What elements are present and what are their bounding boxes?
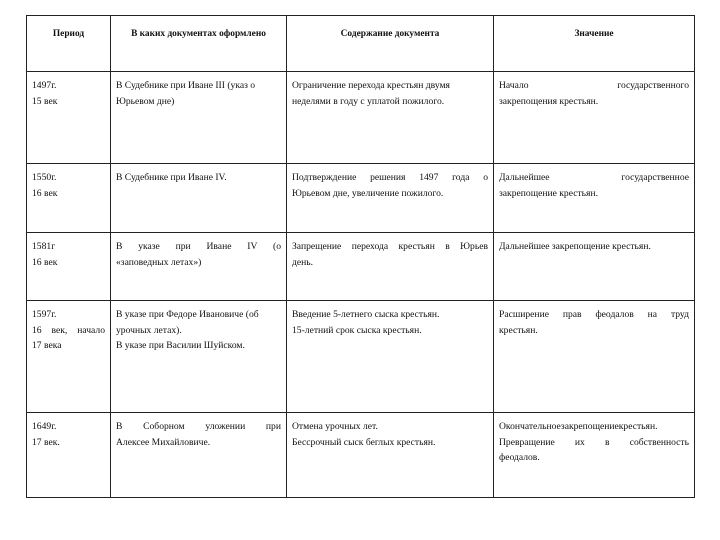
cell-line: Ограничение перехода крестьян двумя [292,80,450,91]
header-meaning: Значение [494,16,695,72]
cell-line: 17 века [32,340,62,351]
document-cell [111,233,287,301]
cell-line: В Судебнике при Иване IV. [116,172,227,183]
table-row [27,164,695,233]
period-cell [27,72,111,164]
cell-line: Подтверждение решения 1497 года о [292,172,488,183]
table-row [27,72,695,164]
content-cell [287,301,494,413]
document-cell [111,301,287,413]
serfdom-table [26,15,695,498]
document-cell [111,413,287,498]
cell-line: В указе при Федоре Ивановиче (об [116,309,259,320]
cell-line: 1550г. [32,172,57,183]
cell-line: Запрещение перехода крестьян в Юрьев [292,241,488,252]
cell-line: Дальнейшее государственное [499,172,689,183]
cell-line: 1649г. [32,421,57,432]
cell-line: Расширение прав феодалов на труд [499,309,689,320]
cell-line: Юрьевом дне) [116,95,175,107]
content-cell [287,72,494,164]
cell-line: Введение 5-летнего сыска крестьян. [292,309,440,320]
period-cell [27,413,111,498]
cell-line: В указе при Василии Шуйском. [116,340,245,351]
cell-line: закрепощение крестьян. [499,187,598,199]
cell-line: Юрьевом дне, увеличение пожилого. [292,187,444,199]
cell-line: Отмена урочных лет. [292,421,378,432]
cell-line: В Судебнике при Иване III (указ о [116,80,256,91]
table-row [27,233,695,301]
cell-line: неделями в году с уплатой пожилого. [292,95,445,107]
cell-line: Бессрочный сыск беглых крестьян. [292,436,436,448]
cell-line: Начало государственного [499,80,689,91]
cell-line: 16 век, начало [32,324,105,336]
cell-line: 1581г [32,241,56,252]
table-row [27,301,695,413]
document-cell [111,72,287,164]
cell-line: Дальнейшее закрепощение крестьян. [499,241,651,252]
meaning-cell [494,164,695,233]
cell-line: В указе при Иване IV (о [116,241,281,252]
cell-line: крестьян. [499,324,538,336]
cell-line: 15-летний срок сыска крестьян. [292,324,422,336]
header-row [27,16,695,72]
period-cell [27,301,111,413]
cell-line: Превращение их в собственность [499,436,689,448]
period-cell [27,233,111,301]
cell-line: 17 век. [32,436,60,448]
content-cell [287,233,494,301]
cell-line: В Соборном уложении при [116,421,281,432]
cell-line: 1497г. [32,80,57,91]
cell-line: день. [292,256,314,268]
content-cell [287,164,494,233]
meaning-cell [494,301,695,413]
content-cell [287,413,494,498]
header-content: Содержание документа [287,16,494,72]
cell-line: 1597г. [32,309,57,320]
cell-line: 16 век [32,256,58,268]
cell-line: урочных летах). [116,324,182,336]
cell-line: «заповедных летах») [116,256,202,268]
cell-line: 15 век [32,95,58,107]
header-document: В каких документах оформлено [111,16,287,72]
document-cell [111,164,287,233]
meaning-cell [494,413,695,498]
period-cell [27,164,111,233]
table-row [27,413,695,498]
cell-line: Алексее Михайловиче. [116,436,211,448]
cell-line: закрепощения крестьян. [499,95,599,107]
meaning-cell [494,72,695,164]
cell-line: феодалов. [499,452,540,463]
header-period: Период [27,16,111,72]
cell-line: 16 век [32,187,58,199]
meaning-cell [494,233,695,301]
cell-line: Окончательноезакрепощениекрестьян. [499,421,658,432]
